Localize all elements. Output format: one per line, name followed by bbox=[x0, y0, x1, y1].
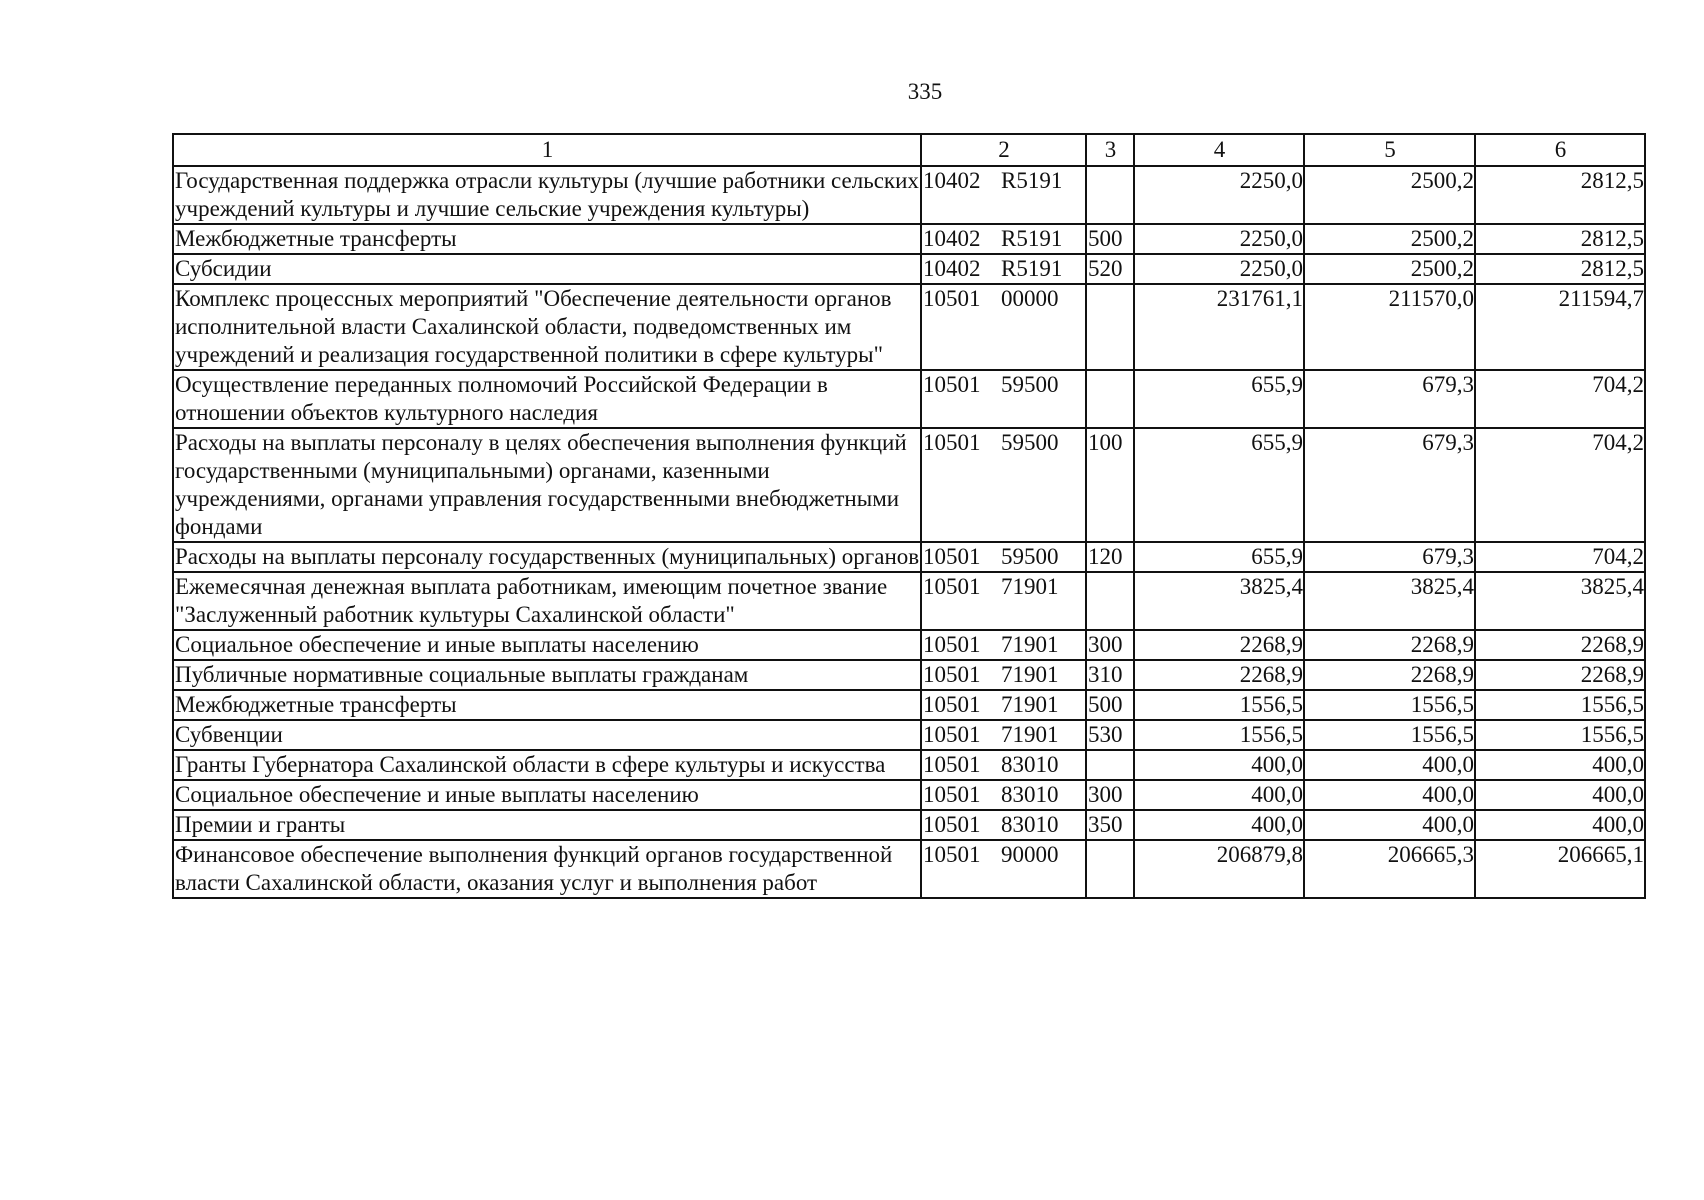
row-code-program: 10501 bbox=[923, 372, 981, 397]
table-row bbox=[173, 224, 1645, 254]
row-code-program: 10501 bbox=[923, 574, 981, 599]
row-code-direction: 71901 bbox=[1001, 632, 1059, 657]
row-value-col5: 211570,0 bbox=[1304, 284, 1475, 370]
table-row bbox=[173, 428, 1645, 542]
row-code bbox=[921, 572, 1086, 630]
row-value-col6: 2268,9 bbox=[1475, 630, 1645, 660]
column-header-1: 1 bbox=[173, 134, 921, 166]
row-value-col6: 1556,5 bbox=[1475, 690, 1645, 720]
row-value-col4: 2250,0 bbox=[1134, 166, 1304, 224]
row-name: Межбюджетные трансферты bbox=[173, 690, 921, 720]
row-value-col6: 2812,5 bbox=[1475, 254, 1645, 284]
row-name: Ежемесячная денежная выплата работникам, имеющим почетное звание "Заслуженный работник культуры Сахалинской области" bbox=[173, 572, 921, 630]
table-row bbox=[173, 542, 1645, 572]
row-code-program: 10501 bbox=[923, 812, 981, 837]
row-code-direction: 71901 bbox=[1001, 692, 1059, 717]
row-expense-type: 300 bbox=[1086, 780, 1134, 810]
row-value-col6: 211594,7 bbox=[1475, 284, 1645, 370]
row-name: Осуществление переданных полномочий Российской Федерации в отношении объектов культурного наследия bbox=[173, 370, 921, 428]
row-name: Субсидии bbox=[173, 254, 921, 284]
row-value-col6: 206665,1 bbox=[1475, 840, 1645, 898]
row-name: Расходы на выплаты персоналу в целях обеспечения выполнения функций государственными (муниципальными) органами, казенными учреждениями, органами управления государственными внебюджетными фондами bbox=[173, 428, 921, 542]
row-code-direction: 83010 bbox=[1001, 782, 1059, 807]
row-value-col6: 400,0 bbox=[1475, 810, 1645, 840]
row-code-program: 10501 bbox=[923, 662, 981, 687]
table-row bbox=[173, 166, 1645, 224]
row-code-program: 10501 bbox=[923, 722, 981, 747]
row-expense-type: 500 bbox=[1086, 690, 1134, 720]
row-value-col6: 2268,9 bbox=[1475, 660, 1645, 690]
row-code-program: 10501 bbox=[923, 692, 981, 717]
row-expense-type bbox=[1086, 166, 1134, 224]
row-value-col5: 679,3 bbox=[1304, 428, 1475, 542]
row-value-col4: 2250,0 bbox=[1134, 224, 1304, 254]
row-code-program: 10501 bbox=[923, 286, 981, 311]
row-name: Публичные нормативные социальные выплаты гражданам bbox=[173, 660, 921, 690]
row-code bbox=[921, 254, 1086, 284]
row-value-col5: 679,3 bbox=[1304, 370, 1475, 428]
row-code bbox=[921, 630, 1086, 660]
row-code-program: 10402 bbox=[923, 168, 981, 193]
table-row bbox=[173, 720, 1645, 750]
row-value-col4: 655,9 bbox=[1134, 542, 1304, 572]
row-name: Гранты Губернатора Сахалинской области в сфере культуры и искусства bbox=[173, 750, 921, 780]
column-header-2: 2 bbox=[921, 134, 1086, 166]
page-number: 335 bbox=[907, 79, 943, 104]
row-code-direction: 71901 bbox=[1001, 574, 1059, 599]
row-code-program: 10402 bbox=[923, 226, 981, 251]
row-code-direction: 83010 bbox=[1001, 752, 1059, 777]
row-code-direction: R5191 bbox=[1001, 256, 1063, 281]
row-code bbox=[921, 224, 1086, 254]
row-code-direction: 71901 bbox=[1001, 722, 1059, 747]
row-value-col6: 3825,4 bbox=[1475, 572, 1645, 630]
row-code bbox=[921, 810, 1086, 840]
row-code-program: 10501 bbox=[923, 430, 981, 455]
row-value-col5: 400,0 bbox=[1304, 810, 1475, 840]
row-value-col5: 400,0 bbox=[1304, 750, 1475, 780]
row-value-col5: 206665,3 bbox=[1304, 840, 1475, 898]
row-code-direction: 90000 bbox=[1001, 842, 1059, 867]
row-expense-type: 530 bbox=[1086, 720, 1134, 750]
row-code bbox=[921, 840, 1086, 898]
row-code bbox=[921, 542, 1086, 572]
row-code-program: 10501 bbox=[923, 752, 981, 777]
table-row bbox=[173, 370, 1645, 428]
row-code-direction: 71901 bbox=[1001, 662, 1059, 687]
table-row bbox=[173, 572, 1645, 630]
row-expense-type: 520 bbox=[1086, 254, 1134, 284]
budget-table bbox=[172, 133, 1646, 899]
table-row bbox=[173, 660, 1645, 690]
row-name: Премии и гранты bbox=[173, 810, 921, 840]
row-value-col5: 2500,2 bbox=[1304, 224, 1475, 254]
row-expense-type bbox=[1086, 750, 1134, 780]
row-code-program: 10501 bbox=[923, 842, 981, 867]
row-code bbox=[921, 690, 1086, 720]
row-value-col5: 2268,9 bbox=[1304, 660, 1475, 690]
row-value-col4: 400,0 bbox=[1134, 810, 1304, 840]
row-value-col4: 3825,4 bbox=[1134, 572, 1304, 630]
row-name: Комплекс процессных мероприятий "Обеспечение деятельности органов исполнительной власти Сахалинской области, подведомственных им учреждений и реализация государственной политики в сфере культуры" bbox=[173, 284, 921, 370]
column-header-3: 3 bbox=[1086, 134, 1134, 166]
row-value-col4: 1556,5 bbox=[1134, 720, 1304, 750]
table-row bbox=[173, 840, 1645, 898]
row-value-col4: 2268,9 bbox=[1134, 660, 1304, 690]
row-code bbox=[921, 660, 1086, 690]
column-header-5: 5 bbox=[1304, 134, 1475, 166]
row-name: Финансовое обеспечение выполнения функций органов государственной власти Сахалинской области, оказания услуг и выполнения работ bbox=[173, 840, 921, 898]
row-code-program: 10501 bbox=[923, 782, 981, 807]
row-value-col4: 231761,1 bbox=[1134, 284, 1304, 370]
header-row bbox=[173, 134, 1645, 166]
row-code bbox=[921, 428, 1086, 542]
row-value-col4: 655,9 bbox=[1134, 370, 1304, 428]
row-code-direction: 59500 bbox=[1001, 372, 1059, 397]
row-expense-type: 500 bbox=[1086, 224, 1134, 254]
row-code bbox=[921, 370, 1086, 428]
row-expense-type: 350 bbox=[1086, 810, 1134, 840]
table-row bbox=[173, 630, 1645, 660]
row-value-col4: 206879,8 bbox=[1134, 840, 1304, 898]
row-code bbox=[921, 284, 1086, 370]
row-code-program: 10402 bbox=[923, 256, 981, 281]
table-row bbox=[173, 810, 1645, 840]
row-code-direction: 00000 bbox=[1001, 286, 1059, 311]
column-header-4: 4 bbox=[1134, 134, 1304, 166]
row-code-direction: R5191 bbox=[1001, 168, 1063, 193]
row-value-col4: 655,9 bbox=[1134, 428, 1304, 542]
row-code bbox=[921, 720, 1086, 750]
row-value-col6: 1556,5 bbox=[1475, 720, 1645, 750]
row-name: Субвенции bbox=[173, 720, 921, 750]
row-value-col6: 2812,5 bbox=[1475, 166, 1645, 224]
row-code bbox=[921, 750, 1086, 780]
row-expense-type: 310 bbox=[1086, 660, 1134, 690]
row-code bbox=[921, 780, 1086, 810]
row-name: Расходы на выплаты персоналу государственных (муниципальных) органов bbox=[173, 542, 921, 572]
table-body bbox=[173, 166, 1645, 898]
row-code-program: 10501 bbox=[923, 544, 981, 569]
row-code-direction: 59500 bbox=[1001, 430, 1059, 455]
row-code-program: 10501 bbox=[923, 632, 981, 657]
row-value-col5: 1556,5 bbox=[1304, 720, 1475, 750]
row-code-direction: R5191 bbox=[1001, 226, 1063, 251]
row-expense-type bbox=[1086, 370, 1134, 428]
row-value-col6: 2812,5 bbox=[1475, 224, 1645, 254]
row-value-col6: 400,0 bbox=[1475, 780, 1645, 810]
row-value-col4: 400,0 bbox=[1134, 750, 1304, 780]
row-value-col5: 3825,4 bbox=[1304, 572, 1475, 630]
row-value-col5: 679,3 bbox=[1304, 542, 1475, 572]
row-expense-type bbox=[1086, 284, 1134, 370]
row-name: Государственная поддержка отрасли культуры (лучшие работники сельских учреждений культуры и лучшие сельские учреждения культуры) bbox=[173, 166, 921, 224]
row-value-col5: 2268,9 bbox=[1304, 630, 1475, 660]
row-value-col5: 1556,5 bbox=[1304, 690, 1475, 720]
row-value-col5: 2500,2 bbox=[1304, 254, 1475, 284]
row-code-direction: 83010 bbox=[1001, 812, 1059, 837]
row-value-col4: 2268,9 bbox=[1134, 630, 1304, 660]
row-expense-type: 120 bbox=[1086, 542, 1134, 572]
row-name: Межбюджетные трансферты bbox=[173, 224, 921, 254]
row-value-col4: 2250,0 bbox=[1134, 254, 1304, 284]
table-row bbox=[173, 254, 1645, 284]
row-value-col6: 704,2 bbox=[1475, 370, 1645, 428]
table-row bbox=[173, 750, 1645, 780]
table-row bbox=[173, 284, 1645, 370]
row-expense-type bbox=[1086, 572, 1134, 630]
row-value-col4: 400,0 bbox=[1134, 780, 1304, 810]
row-value-col4: 1556,5 bbox=[1134, 690, 1304, 720]
column-header-6: 6 bbox=[1475, 134, 1645, 166]
row-value-col5: 400,0 bbox=[1304, 780, 1475, 810]
row-code bbox=[921, 166, 1086, 224]
row-value-col5: 2500,2 bbox=[1304, 166, 1475, 224]
row-code-direction: 59500 bbox=[1001, 544, 1059, 569]
row-name: Социальное обеспечение и иные выплаты населению bbox=[173, 780, 921, 810]
row-value-col6: 704,2 bbox=[1475, 542, 1645, 572]
table-row bbox=[173, 780, 1645, 810]
row-expense-type: 300 bbox=[1086, 630, 1134, 660]
row-name: Социальное обеспечение и иные выплаты населению bbox=[173, 630, 921, 660]
row-value-col6: 704,2 bbox=[1475, 428, 1645, 542]
row-expense-type bbox=[1086, 840, 1134, 898]
row-value-col6: 400,0 bbox=[1475, 750, 1645, 780]
table-row bbox=[173, 690, 1645, 720]
row-expense-type: 100 bbox=[1086, 428, 1134, 542]
